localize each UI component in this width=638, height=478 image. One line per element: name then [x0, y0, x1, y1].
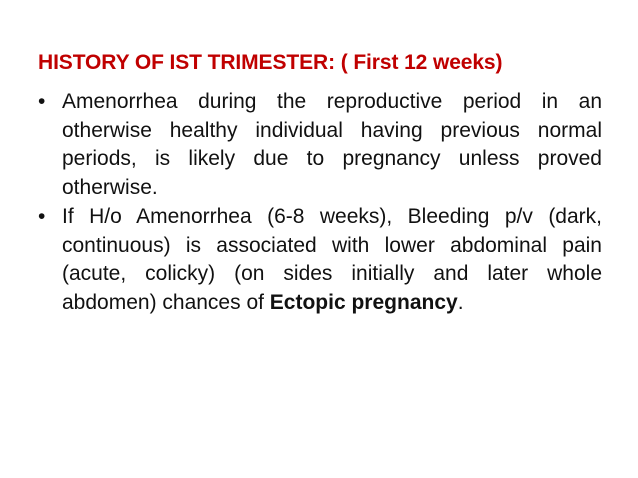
- bullet-suffix: .: [457, 290, 464, 314]
- bullet-list: [36, 88, 602, 318]
- ectopic-pregnancy-term: Ectopic pregnancy: [269, 290, 458, 314]
- bullet-text: Amenorrhea during the reproductive period in an otherwise healthy individual having previous normal periods, is likely due to pregnancy unless proved otherwise.: [62, 90, 602, 199]
- bullet-item-amenorrhea: [36, 88, 602, 202]
- bullet-text: If H/o Amenorrhea (6-8 weeks), Bleeding p/v (dark, continuous) is associated with lower abdominal pain (acute, colicky) (on sides initially and later whole abdomen) chances of: [62, 205, 602, 314]
- slide-heading: HISTORY OF IST TRIMESTER: ( First 12 weeks): [38, 51, 503, 74]
- bullet-dot-icon: •: [38, 205, 46, 228]
- bullet-item-ectopic: [36, 203, 602, 317]
- bullet-dot-icon: •: [38, 90, 46, 113]
